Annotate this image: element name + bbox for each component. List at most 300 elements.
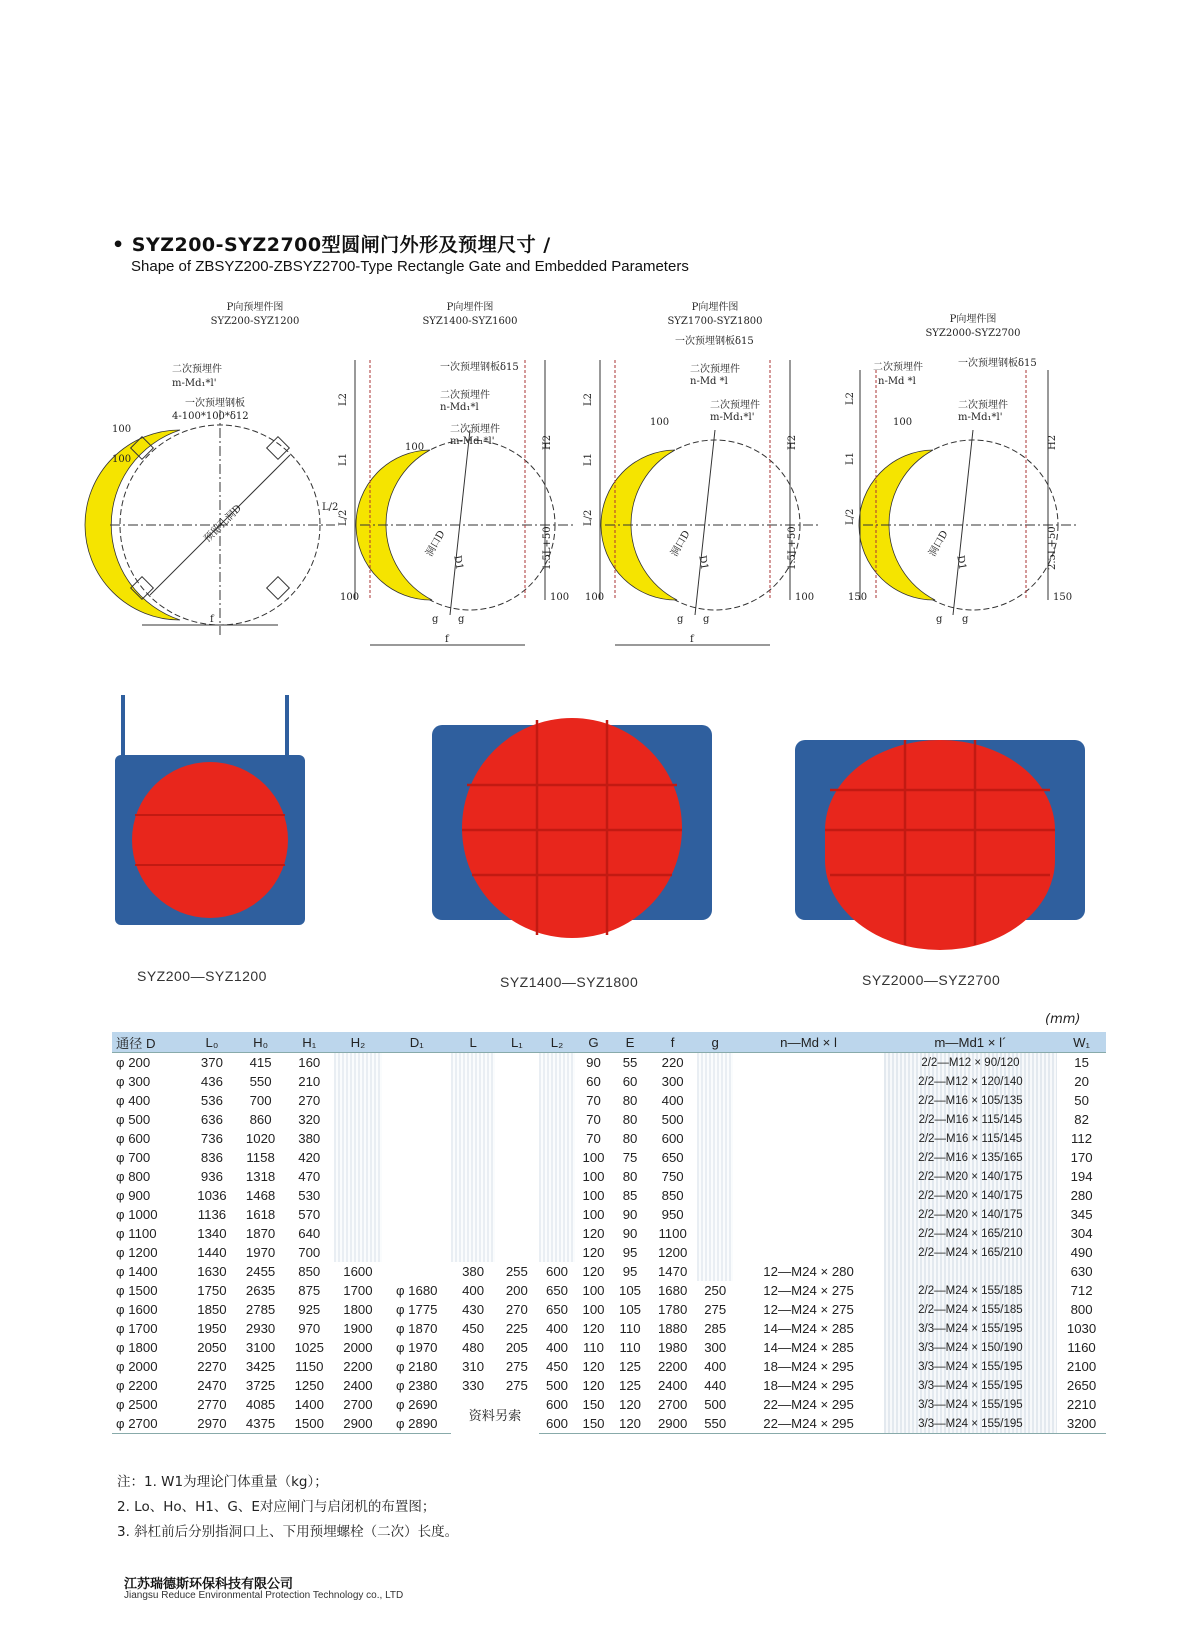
table-cell: 2/2—M16 × 135/165 — [884, 1148, 1057, 1167]
table-cell: 100 — [582, 1188, 605, 1203]
table-cell: 110 — [619, 1340, 641, 1355]
svg-text:150: 150 — [848, 592, 868, 603]
table-cell — [451, 1167, 495, 1186]
svg-text:D1: D1 — [696, 554, 710, 571]
table-cell: 420 — [298, 1150, 321, 1165]
table-cell: 80 — [622, 1169, 638, 1184]
svg-text:洞口D: 洞口D — [669, 528, 693, 559]
table-cell: 1800 — [343, 1302, 373, 1317]
table-cell: 345 — [1070, 1207, 1093, 1222]
table-cell — [451, 1148, 495, 1167]
diagram-2 — [340, 300, 580, 670]
table-cell: 2970 — [188, 1414, 237, 1434]
table-cell — [382, 1129, 451, 1148]
table-cell: 120 — [619, 1397, 642, 1412]
table-cell — [539, 1110, 576, 1129]
gate-photo-large — [795, 710, 1085, 954]
table-header-cell: E — [612, 1032, 649, 1053]
table-cell: 220 — [661, 1055, 684, 1070]
table-header-cell: H₁ — [285, 1032, 334, 1053]
table-cell: 1630 — [197, 1264, 227, 1279]
table-cell — [539, 1091, 576, 1110]
table-cell: 2200 — [657, 1359, 688, 1374]
table-cell: 1036 — [197, 1188, 227, 1203]
page-subtitle: Shape of ZBSYZ200-ZBSYZ2700-Type Rectangle Gate and Embedded Parameters — [131, 258, 689, 275]
table-cell: 700 — [249, 1093, 272, 1108]
table-cell: 875 — [298, 1283, 321, 1298]
table-cell: 170 — [1070, 1150, 1093, 1165]
table-cell: 3/3—M24 × 155/195 — [884, 1414, 1057, 1434]
table-cell: 1025 — [294, 1340, 324, 1355]
diagram-1 — [110, 300, 340, 670]
svg-text:一次预埋钢板δ15: 一次预埋钢板δ15 — [958, 358, 1037, 369]
table-cell: 500 — [545, 1378, 568, 1393]
table-cell: 300 — [704, 1340, 727, 1355]
table-cell — [382, 1167, 451, 1186]
table-cell: φ 500 — [116, 1112, 151, 1127]
company-name-en: Jiangsu Reduce Environmental Protection Technology co., LTD — [124, 1590, 404, 1601]
table-cell — [382, 1091, 451, 1110]
svg-text:预留孔洞D: 预留孔洞D — [202, 503, 244, 545]
table-cell — [539, 1186, 576, 1205]
table-cell: 3425 — [245, 1359, 276, 1374]
table-cell: 1700 — [343, 1283, 373, 1298]
table-cell: 860 — [249, 1112, 272, 1127]
table-cell: 2635 — [245, 1283, 276, 1298]
table-cell: φ 1000 — [116, 1207, 158, 1222]
table-cell: φ 2000 — [116, 1359, 158, 1374]
svg-text:n-Md₁*l: n-Md₁*l — [440, 402, 479, 413]
table-cell: 636 — [200, 1112, 223, 1127]
table-cell — [382, 1148, 451, 1167]
svg-text:m-Md₁*l': m-Md₁*l' — [450, 436, 495, 447]
svg-text:1.5L+50: 1.5L+50 — [542, 526, 553, 570]
table-header-cell: H₀ — [236, 1032, 285, 1053]
table-cell: φ 2700 — [112, 1414, 188, 1434]
table-cell — [334, 1091, 383, 1110]
table-cell — [334, 1129, 383, 1148]
table-cell — [495, 1205, 539, 1224]
table-cell: 2470 — [197, 1378, 227, 1393]
table-cell: φ 2690 — [395, 1397, 438, 1412]
table-cell — [733, 1053, 883, 1073]
svg-text:二次预埋件: 二次预埋件 — [873, 362, 923, 373]
table-cell: φ 2200 — [116, 1378, 158, 1393]
svg-text:一次预埋钢板δ15: 一次预埋钢板δ15 — [675, 336, 754, 347]
table-cell: 1600 — [343, 1264, 373, 1279]
table-cell: 82 — [1074, 1112, 1089, 1127]
table-header-cell: L — [451, 1032, 495, 1053]
table-row — [112, 1376, 1106, 1395]
table-cell: 490 — [1070, 1245, 1093, 1260]
photo-caption-2: SYZ1400—SYZ1800 — [500, 974, 639, 990]
svg-text:n-Md *l: n-Md *l — [878, 376, 916, 387]
table-cell: 22—M24 × 295 — [763, 1397, 854, 1412]
table-cell: 12—M24 × 280 — [763, 1264, 854, 1279]
table-cell — [334, 1110, 383, 1129]
table-cell — [495, 1224, 539, 1243]
table-row — [112, 1338, 1106, 1357]
table-cell — [451, 1110, 495, 1129]
table-cell — [495, 1243, 539, 1262]
table-cell: 380 — [298, 1131, 321, 1146]
table-cell — [382, 1224, 451, 1243]
table-cell: 4375 — [236, 1414, 285, 1434]
svg-text:二次预埋件: 二次预埋件 — [440, 390, 490, 401]
table-cell: 600 — [545, 1264, 568, 1279]
table-cell: 300 — [661, 1074, 684, 1089]
table-cell: φ 1700 — [116, 1321, 158, 1336]
table-cell — [334, 1224, 383, 1243]
table-cell: 90 — [622, 1207, 638, 1222]
table-cell: 12—M24 × 275 — [763, 1283, 854, 1298]
table-cell: 1970 — [245, 1245, 276, 1260]
table-cell: 310 — [462, 1359, 485, 1374]
svg-text:二次预埋件: 二次预埋件 — [958, 400, 1008, 411]
table-cell: 90 — [586, 1055, 601, 1070]
note-3: 3. 斜杠前后分别指洞口上、下用预埋螺栓（二次）长度。 — [117, 1524, 459, 1540]
table-cell: 100 — [582, 1207, 605, 1222]
table-cell: 2400 — [657, 1378, 688, 1393]
table-cell: 95 — [622, 1245, 638, 1260]
svg-text:L1: L1 — [338, 452, 349, 466]
table-header-cell: 通径 D — [112, 1032, 188, 1053]
svg-text:P向埋件图: P向埋件图 — [446, 302, 494, 313]
table-cell: 800 — [1070, 1302, 1093, 1317]
table-cell — [733, 1205, 883, 1224]
table-cell: 110 — [619, 1321, 641, 1336]
table-cell: 2/2—M20 × 140/175 — [884, 1167, 1057, 1186]
table-cell: 120 — [582, 1378, 605, 1393]
table-cell: 700 — [298, 1245, 321, 1260]
table-cell — [451, 1205, 495, 1224]
table-row — [112, 1053, 1106, 1073]
table-cell — [733, 1072, 883, 1091]
table-cell: 2/2—M16 × 115/145 — [884, 1110, 1057, 1129]
table-cell — [334, 1186, 383, 1205]
table-cell: 200 — [505, 1283, 528, 1298]
table-cell: 415 — [249, 1055, 272, 1070]
gate-photo-small — [115, 695, 305, 949]
table-cell: 12—M24 × 275 — [763, 1302, 854, 1317]
table-cell: 600 — [661, 1131, 684, 1146]
table-cell: φ 1970 — [395, 1340, 438, 1355]
table-row — [112, 1281, 1106, 1300]
table-cell: 100 — [582, 1169, 605, 1184]
table-cell: 225 — [505, 1321, 528, 1336]
table-cell — [451, 1186, 495, 1205]
table-cell — [697, 1053, 734, 1073]
table-cell — [382, 1110, 451, 1129]
table-cell: φ 1775 — [395, 1302, 438, 1317]
table-cell: 120 — [612, 1414, 649, 1434]
table-cell: 150 — [575, 1414, 612, 1434]
table-cell: 100 — [582, 1283, 605, 1298]
table-cell — [334, 1243, 383, 1262]
table-cell: φ 1500 — [116, 1283, 158, 1298]
table-cell — [451, 1129, 495, 1148]
table-cell: 15 — [1074, 1055, 1089, 1070]
svg-text:m-Md₁*l': m-Md₁*l' — [958, 412, 1003, 423]
table-header-cell: D₁ — [382, 1032, 451, 1053]
svg-text:L/2: L/2 — [338, 509, 349, 526]
gate-photo-medium — [432, 700, 712, 944]
table-cell — [697, 1243, 734, 1262]
table-cell — [495, 1110, 539, 1129]
table-cell: 1470 — [657, 1264, 688, 1279]
table-row — [112, 1414, 1106, 1434]
table-cell: 1780 — [657, 1302, 688, 1317]
table-row — [112, 1148, 1106, 1167]
table-cell — [539, 1167, 576, 1186]
table-cell: 450 — [545, 1359, 568, 1374]
svg-text:H2: H2 — [1047, 434, 1058, 450]
table-cell: 1200 — [657, 1245, 688, 1260]
table-cell: 2/2—M24 × 165/210 — [884, 1243, 1057, 1262]
table-cell: 600 — [539, 1414, 576, 1434]
table-cell: φ 1400 — [116, 1264, 158, 1279]
svg-text:m-Md₁*l': m-Md₁*l' — [172, 378, 217, 389]
table-cell: 270 — [505, 1302, 528, 1317]
svg-text:100: 100 — [650, 417, 670, 428]
table-cell: 194 — [1070, 1169, 1093, 1184]
table-header-cell: G — [575, 1032, 612, 1053]
table-cell — [733, 1148, 883, 1167]
table-cell — [382, 1243, 451, 1262]
svg-text:g: g — [432, 614, 439, 625]
table-cell: 3/3—M24 × 155/195 — [884, 1395, 1057, 1414]
table-cell — [697, 1262, 734, 1281]
table-cell — [495, 1091, 539, 1110]
table-cell — [539, 1129, 576, 1148]
table-cell: 480 — [462, 1340, 485, 1355]
table-cell: 400 — [462, 1283, 485, 1298]
svg-text:D1: D1 — [954, 554, 968, 571]
table-cell: φ 1600 — [116, 1302, 158, 1317]
table-cell: 3100 — [245, 1340, 276, 1355]
table-cell: 430 — [462, 1302, 485, 1317]
table-cell: 650 — [545, 1302, 568, 1317]
table-cell: 14—M24 × 285 — [763, 1321, 854, 1336]
svg-text:g: g — [962, 614, 969, 625]
table-cell: 100 — [582, 1150, 605, 1165]
table-cell: 250 — [704, 1283, 727, 1298]
table-cell: 80 — [622, 1093, 638, 1108]
table-cell: 80 — [622, 1112, 638, 1127]
table-cell: 120 — [582, 1226, 605, 1241]
svg-text:H2: H2 — [542, 434, 553, 450]
table-cell: 2100 — [1066, 1359, 1097, 1374]
table-cell: 570 — [298, 1207, 321, 1222]
table-cell — [733, 1091, 883, 1110]
table-cell — [334, 1053, 383, 1073]
dim-f: f — [210, 614, 214, 625]
svg-text:f: f — [445, 634, 449, 645]
table-cell: 14—M24 × 285 — [763, 1340, 854, 1355]
table-cell: 110 — [582, 1340, 605, 1355]
svg-text:P向埋件图: P向埋件图 — [691, 302, 739, 313]
table-cell: φ 1100 — [116, 1226, 157, 1241]
table-cell — [697, 1186, 734, 1205]
table-cell: 2/2—M20 × 140/175 — [884, 1205, 1057, 1224]
table-cell: 440 — [704, 1378, 727, 1393]
table-cell: 2400 — [343, 1378, 373, 1393]
svg-text:g: g — [677, 614, 684, 625]
table-cell — [884, 1262, 1057, 1281]
table-cell: 1030 — [1066, 1321, 1097, 1336]
table-cell: 712 — [1070, 1283, 1093, 1298]
table-cell: 275 — [505, 1378, 528, 1393]
table-header-cell: n—Md × l — [733, 1032, 883, 1053]
table-cell: 50 — [1074, 1093, 1089, 1108]
table-cell — [334, 1167, 383, 1186]
table-cell: 330 — [462, 1378, 485, 1393]
table-row — [112, 1262, 1106, 1281]
table-cell: 70 — [586, 1112, 601, 1127]
table-cell — [334, 1205, 383, 1224]
table-cell: 400 — [545, 1321, 568, 1336]
table-cell: φ 1200 — [116, 1245, 158, 1260]
table-cell: 100 — [582, 1302, 605, 1317]
table-cell: 1618 — [245, 1207, 276, 1222]
table-cell — [382, 1205, 451, 1224]
svg-text:二次预埋件: 二次预埋件 — [710, 400, 760, 411]
parameter-table — [112, 1032, 1106, 1434]
table-header-cell: H₂ — [334, 1032, 383, 1053]
table-cell — [539, 1243, 576, 1262]
table-cell: φ 1800 — [116, 1340, 158, 1355]
table-row — [112, 1186, 1106, 1205]
table-cell: φ 600 — [116, 1131, 151, 1146]
table-cell — [733, 1129, 883, 1148]
table-cell: 550 — [697, 1414, 734, 1434]
table-cell: 925 — [298, 1302, 321, 1317]
table-cell: 2210 — [1066, 1397, 1097, 1412]
table-cell: 210 — [298, 1074, 321, 1089]
table-header-cell: L₂ — [539, 1032, 576, 1053]
table-header-row — [112, 1032, 1106, 1053]
table-cell — [733, 1243, 883, 1262]
table-cell: 2785 — [245, 1302, 276, 1317]
table-cell: 120 — [582, 1264, 605, 1279]
table-row — [112, 1110, 1106, 1129]
table-cell — [539, 1053, 576, 1073]
table-cell: 2270 — [197, 1359, 227, 1374]
svg-text:4-100*100*δ12: 4-100*100*δ12 — [172, 411, 249, 422]
table-cell: 105 — [619, 1302, 642, 1317]
table-cell: 600 — [545, 1397, 568, 1412]
table-header-cell: L₁ — [495, 1032, 539, 1053]
table-cell: 1750 — [197, 1283, 227, 1298]
table-cell: 304 — [1070, 1226, 1093, 1241]
table-cell: 2/2—M24 × 155/185 — [884, 1281, 1057, 1300]
table-cell: 1136 — [197, 1207, 227, 1222]
table-cell: 380 — [462, 1264, 485, 1279]
table-cell: 400 — [661, 1093, 684, 1108]
table-cell: 18—M24 × 295 — [763, 1378, 854, 1393]
table-cell: 60 — [586, 1074, 601, 1089]
table-cell — [697, 1110, 734, 1129]
svg-text:洞口D: 洞口D — [927, 528, 951, 559]
table-cell: 60 — [622, 1074, 638, 1089]
table-row — [112, 1300, 1106, 1319]
table-cell: 2/2—M20 × 140/175 — [884, 1186, 1057, 1205]
table-cell: 120 — [582, 1359, 605, 1374]
table-cell: 1160 — [1067, 1340, 1096, 1355]
table-cell — [539, 1224, 576, 1243]
table-header-cell: W₁ — [1057, 1032, 1106, 1053]
table-cell — [697, 1072, 734, 1091]
svg-text:L2: L2 — [845, 391, 856, 405]
table-row — [112, 1243, 1106, 1262]
table-cell — [382, 1072, 451, 1091]
table-header-cell: f — [648, 1032, 697, 1053]
table-cell: φ 2890 — [382, 1414, 451, 1434]
table-cell — [539, 1072, 576, 1091]
table-cell: 20 — [1074, 1074, 1089, 1089]
table-cell — [382, 1262, 451, 1281]
table-cell: 2900 — [648, 1414, 697, 1434]
table-cell — [451, 1091, 495, 1110]
notes — [117, 1470, 458, 1545]
table-cell: 2455 — [245, 1264, 276, 1279]
table-cell: 850 — [661, 1188, 684, 1203]
table-cell: 2650 — [1066, 1378, 1097, 1393]
table-cell: φ 700 — [116, 1150, 151, 1165]
svg-text:100: 100 — [340, 592, 360, 603]
table-cell: 95 — [622, 1264, 638, 1279]
table-header-cell: L₀ — [188, 1032, 237, 1053]
svg-text:SYZ1400-SYZ1600: SYZ1400-SYZ1600 — [422, 316, 518, 327]
table-cell — [495, 1167, 539, 1186]
table-cell — [697, 1129, 734, 1148]
svg-text:100: 100 — [405, 442, 425, 453]
table-row — [112, 1129, 1106, 1148]
table-cell: 125 — [619, 1378, 642, 1393]
merged-note-cell: 资料另索 — [468, 1407, 522, 1423]
table-cell — [733, 1167, 883, 1186]
table-cell: 970 — [298, 1321, 321, 1336]
table-cell: 1870 — [245, 1226, 276, 1241]
diagram-title: P向预埋件图 — [226, 302, 284, 313]
table-cell: 18—M24 × 295 — [763, 1359, 854, 1374]
table-cell: 400 — [704, 1359, 727, 1374]
table-cell — [451, 1072, 495, 1091]
table-cell: 530 — [298, 1188, 321, 1203]
table-cell — [539, 1148, 576, 1167]
svg-text:100: 100 — [112, 454, 132, 465]
table-cell: 936 — [200, 1169, 223, 1184]
table-cell — [733, 1110, 883, 1129]
svg-text:n-Md *l: n-Md *l — [690, 376, 728, 387]
diagram-4 — [845, 300, 1088, 670]
svg-text:D1: D1 — [451, 554, 465, 571]
table-cell: φ 2380 — [395, 1378, 438, 1393]
table-cell — [451, 1224, 495, 1243]
svg-text:150: 150 — [1053, 592, 1073, 603]
table-cell: 536 — [200, 1093, 223, 1108]
table-cell: 1900 — [343, 1321, 373, 1336]
table-cell: 950 — [661, 1207, 684, 1222]
table-header-cell: m—Md1 × l´ — [884, 1032, 1057, 1053]
photo-caption-1: SYZ200—SYZ1200 — [137, 968, 267, 984]
table-cell: 2930 — [245, 1321, 276, 1336]
table-cell: 3/3—M24 × 155/195 — [884, 1357, 1057, 1376]
table-cell: 436 — [200, 1074, 223, 1089]
svg-text:100: 100 — [112, 424, 132, 435]
table-cell: 70 — [586, 1093, 601, 1108]
table-cell: φ 2500 — [116, 1397, 158, 1412]
